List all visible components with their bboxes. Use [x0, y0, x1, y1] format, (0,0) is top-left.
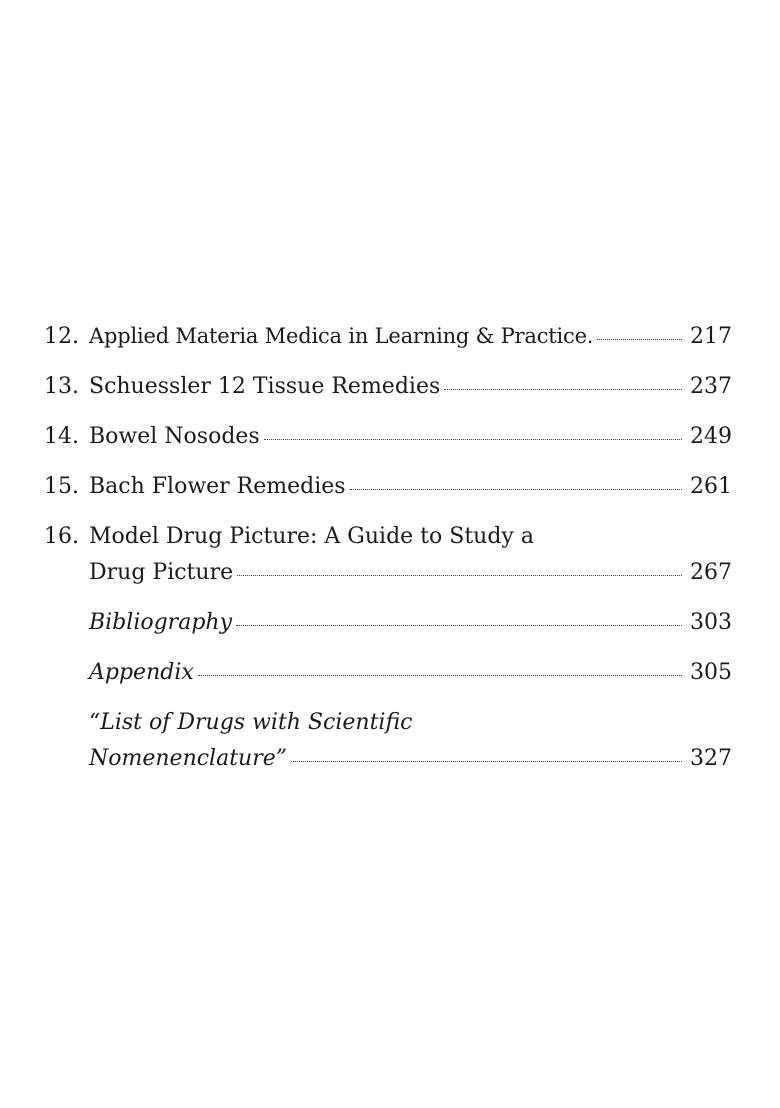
entry-title-line2: Nomenenclature” — [89, 746, 287, 771]
entry-title-line1: Model Drug Picture: A Guide to Study a — [89, 524, 534, 549]
entry-title-line1: “List of Drugs with Scientific — [89, 710, 413, 735]
entry-title: Applied Materia Medica in Learning & Practice. — [89, 324, 594, 348]
dot-leader — [444, 389, 682, 390]
entry-page: 303 — [690, 610, 732, 635]
dot-leader — [264, 439, 682, 440]
dot-leader — [237, 575, 682, 576]
toc-entry[interactable] — [44, 655, 732, 691]
entry-title: Schuessler 12 Tissue Remedies — [89, 374, 441, 399]
entry-page: 249 — [690, 424, 732, 449]
dot-leader — [291, 761, 682, 762]
entry-page: 267 — [690, 560, 732, 585]
dot-leader — [198, 675, 682, 676]
entry-number: 12. — [44, 324, 79, 349]
toc-entry[interactable] — [44, 605, 732, 641]
toc-entry[interactable] — [44, 369, 732, 405]
entry-number: 14. — [44, 424, 79, 449]
entry-number: 15. — [44, 474, 79, 499]
entry-title: Appendix — [89, 660, 194, 685]
entry-number: 13. — [44, 374, 79, 399]
entry-page: 237 — [690, 374, 732, 399]
dot-leader — [597, 339, 682, 340]
entry-title: Bibliography — [89, 610, 232, 635]
entry-page: 327 — [690, 746, 732, 771]
entry-title: Bach Flower Remedies — [89, 474, 346, 499]
dot-leader — [350, 489, 682, 490]
toc-entry[interactable] — [44, 419, 732, 455]
entry-page: 217 — [690, 324, 732, 349]
dot-leader — [236, 625, 682, 626]
entry-title: Bowel Nosodes — [89, 424, 260, 449]
toc-entry[interactable] — [44, 705, 732, 777]
entry-title-line2: Drug Picture — [89, 560, 234, 585]
toc-entry[interactable] — [44, 519, 732, 591]
entry-page: 261 — [690, 474, 732, 499]
toc-entry[interactable] — [44, 318, 732, 355]
toc-entry[interactable] — [44, 469, 732, 505]
entry-page: 305 — [690, 660, 732, 685]
entry-number: 16. — [44, 524, 79, 549]
table-of-contents — [44, 318, 732, 777]
